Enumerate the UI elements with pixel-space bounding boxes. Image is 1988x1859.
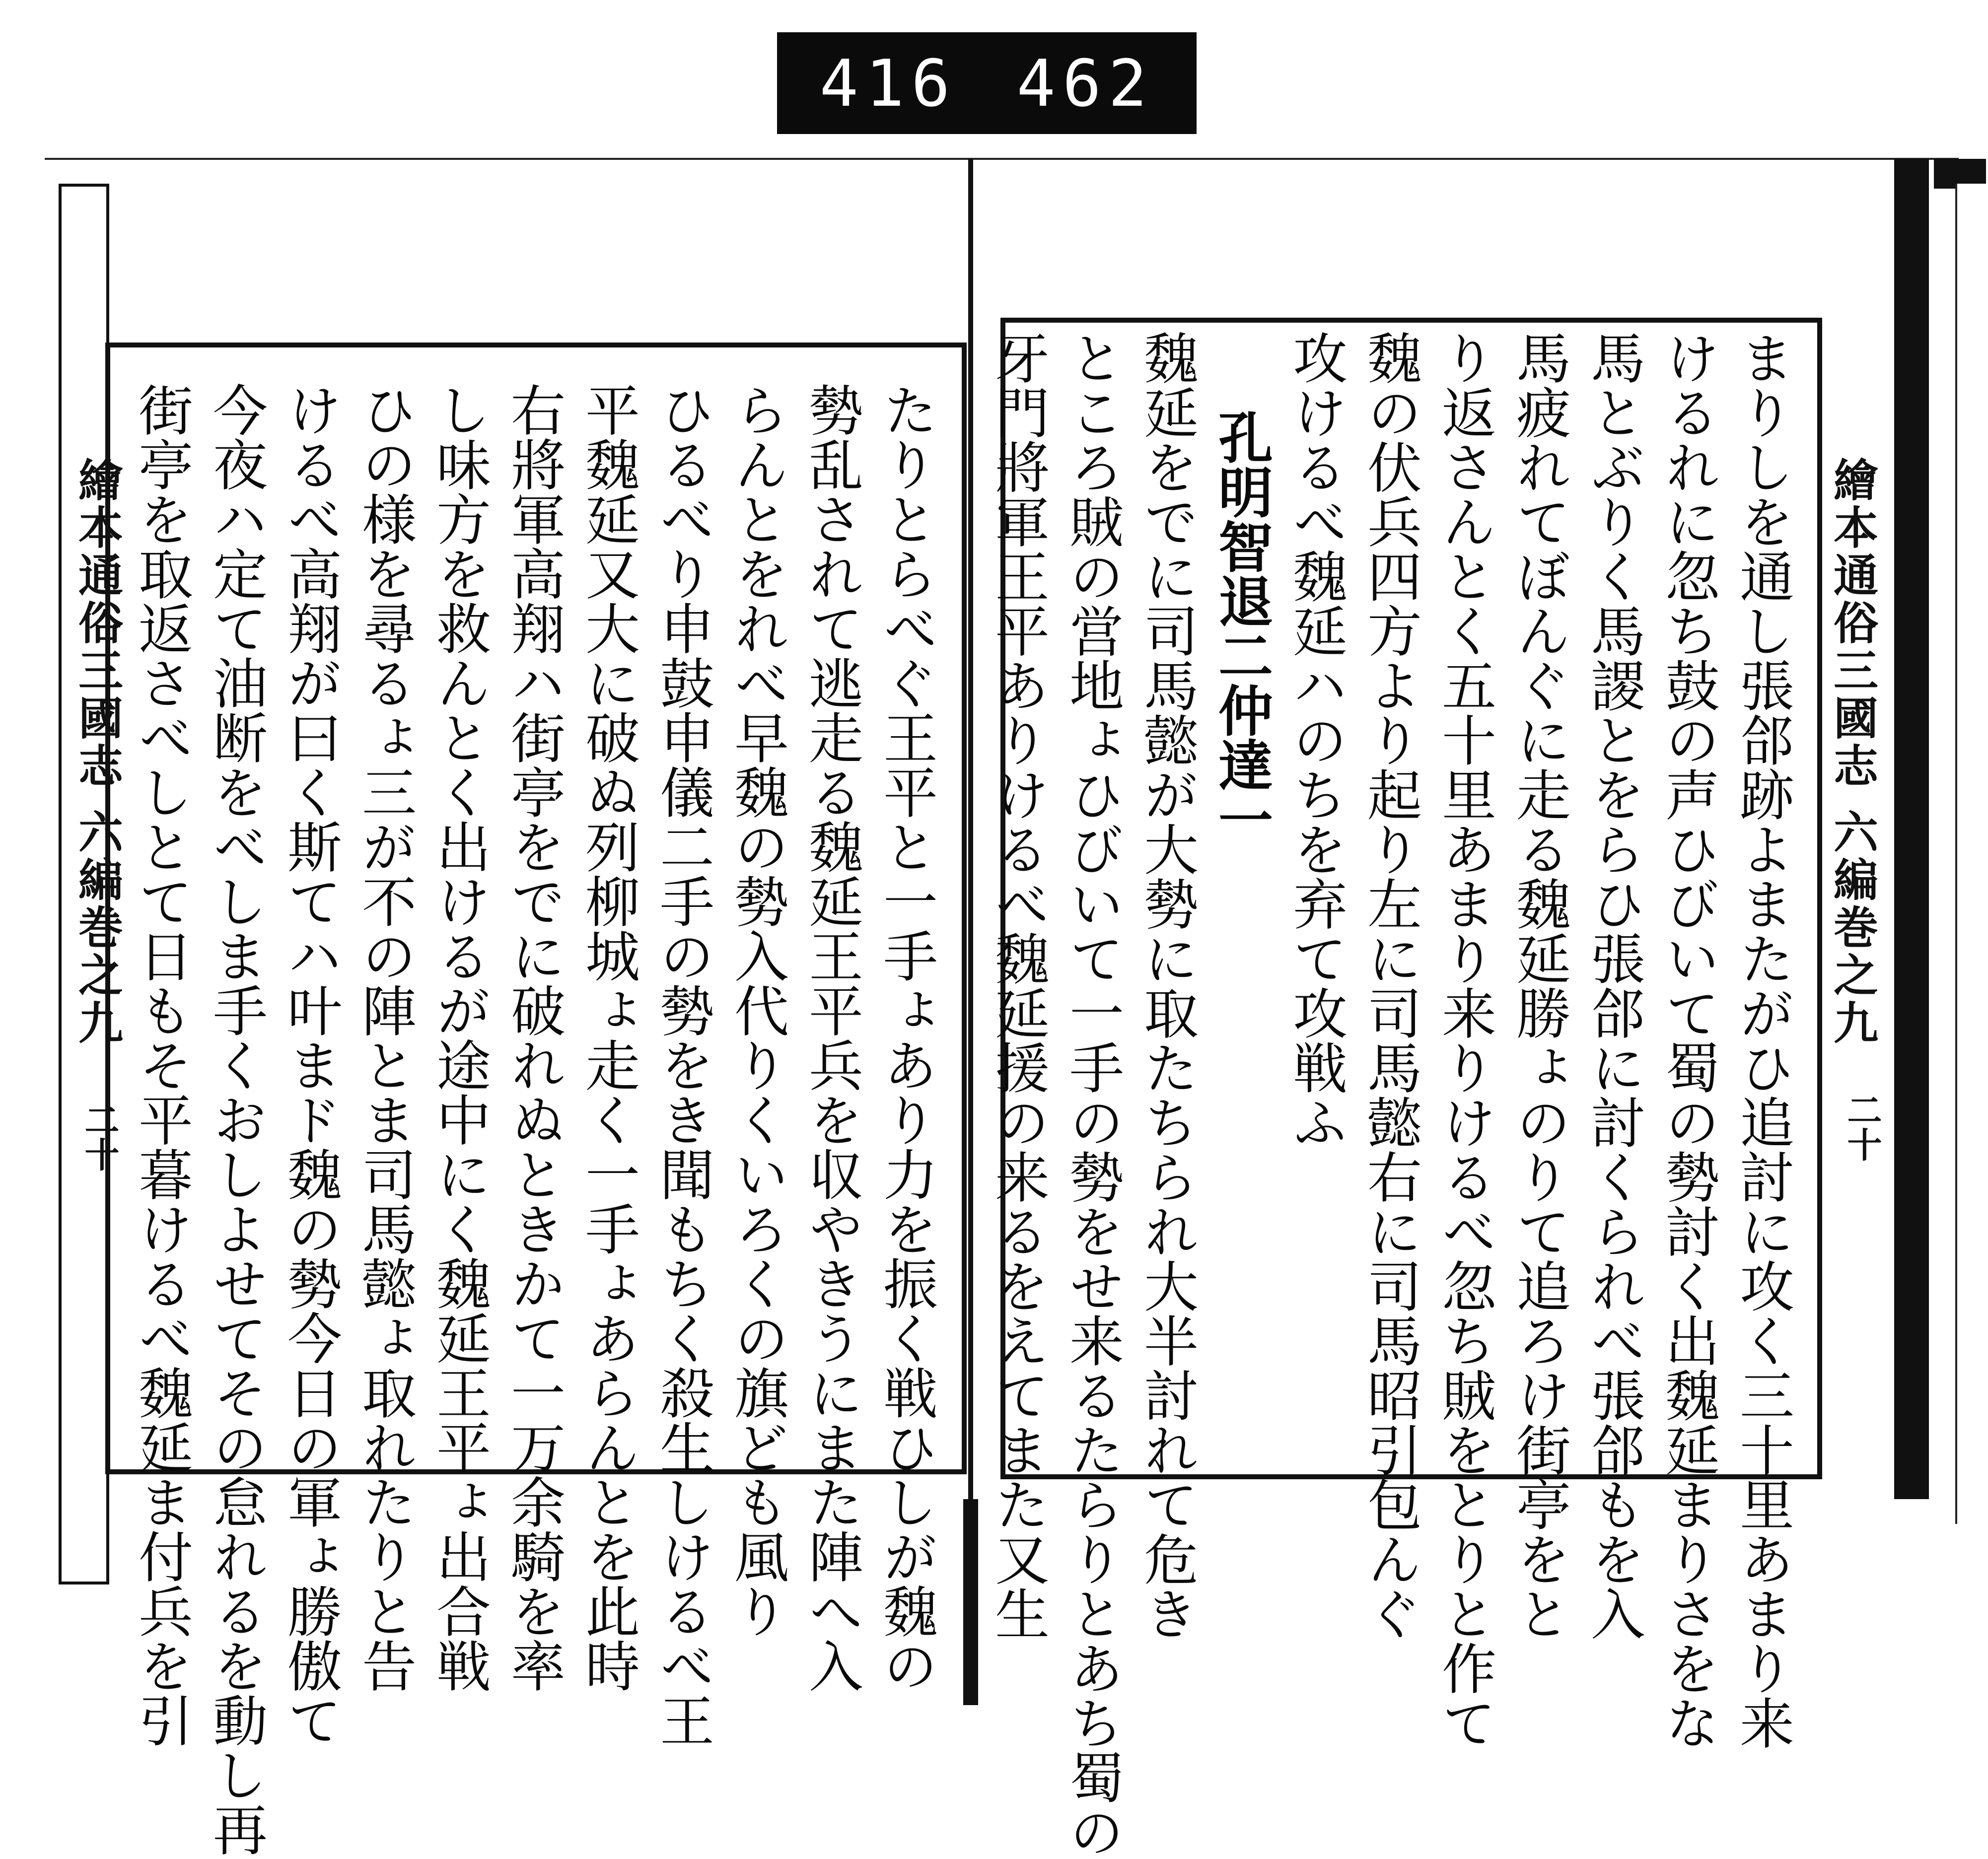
left-column-10: 今夜ハ定て油断をべしま手くおしよせてその怠れるを動し再 [204, 382, 268, 1857]
right-column-11: 牙門將軍王平ありけるべ魏延援の来るをえてまた又生 [986, 330, 1050, 1641]
right-page-edge-inner [1955, 184, 1988, 1524]
book-spine-lower [963, 1499, 978, 1705]
left-column-1: たりとらべぐ王平と一手ょあり力を振く戦ひしが魏の [874, 382, 938, 1693]
left-column-9: けるべ高翔が曰く斯てハ叶まド魏の勢今日の軍ょ勝傲て [279, 382, 342, 1747]
right-column-6: 魏の伏兵四方より起り左に司馬懿右に司馬昭引包んぐ [1358, 330, 1422, 1641]
left-column-2: 勢乱されて逃走る魏延王平兵を収やきうにまた陣へ入 [800, 382, 863, 1693]
right-column-2: けるれに忽ち鼓の声ひびいて蜀の勢討く出魏延まりさをな [1656, 330, 1720, 1750]
left-column-4: ひるべり申鼓申儀二手の勢をき聞もちく殺生しけるべ王 [651, 382, 714, 1747]
archive-number-left: 416 [819, 45, 957, 121]
right-column-9: 魏延をでに司馬懿が大勢に取たちられ大半討れて危き [1135, 330, 1199, 1641]
right-column-10: ところ賊の営地ょひびいて一手の勢をせ来るたらりとあち蜀の [1061, 330, 1124, 1859]
right-page-text [986, 330, 1800, 1859]
archive-number-label [777, 32, 1197, 134]
book-spine [968, 159, 973, 1698]
right-column-3: 馬とぶりく馬謖とをらひ張郃に討くられべ張郃もを入 [1582, 330, 1645, 1641]
left-column-8: ひの様を尋るょ三が不の陣とま司馬懿ょ取れたりと告 [353, 382, 417, 1693]
archive-number-right: 462 [1016, 45, 1154, 121]
left-column-7: し味方を救んとく出けるが途中にく魏延王平ょ出合戦 [427, 382, 491, 1693]
right-column-1: まりしを通し張郃跡よまたがひ追討に攻く三十里あまり来 [1731, 330, 1794, 1750]
right-page-edge [1894, 159, 1929, 1499]
chapter-heading: 孔明智退二仲達一 [1209, 410, 1274, 846]
right-page-side-title: 繪本通俗三國志 六編巻之九 [1826, 457, 1878, 1047]
left-column-11: 街亭を取返さべしとて日もそ平暮けるべ魏延ま付兵を引 [130, 382, 193, 1747]
right-column-4: 馬疲れてぼんぐに走る魏延勝ょのりて追ろけ街亭をと [1507, 330, 1571, 1641]
left-column-3: らんとをれべ早魏の勢入代りくいろくの旗ども風り [725, 382, 789, 1638]
left-column-6: 右將軍高翔ハ街亭をでに破れぬときかて一万余騎を率 [502, 382, 566, 1693]
top-rule-line [45, 158, 1959, 160]
left-page-folio: 二十 [79, 1102, 120, 1171]
right-column-5: り返さんとく五十里あまり来りけるべ忽ち賊をとりと作て [1433, 330, 1496, 1750]
right-page-folio: 二十 [1842, 1092, 1883, 1162]
left-page-text [129, 382, 943, 1857]
right-column-7: 攻けるべ魏延ハのちを弃て攻戦ふ [1284, 330, 1348, 1149]
left-column-5: 平魏延又大に破ぬ列柳城ょ走く一手ょあらんとを此時 [576, 382, 640, 1693]
left-page-side-title: 繪本通俗三國志 六編巻之九 [71, 457, 123, 1047]
